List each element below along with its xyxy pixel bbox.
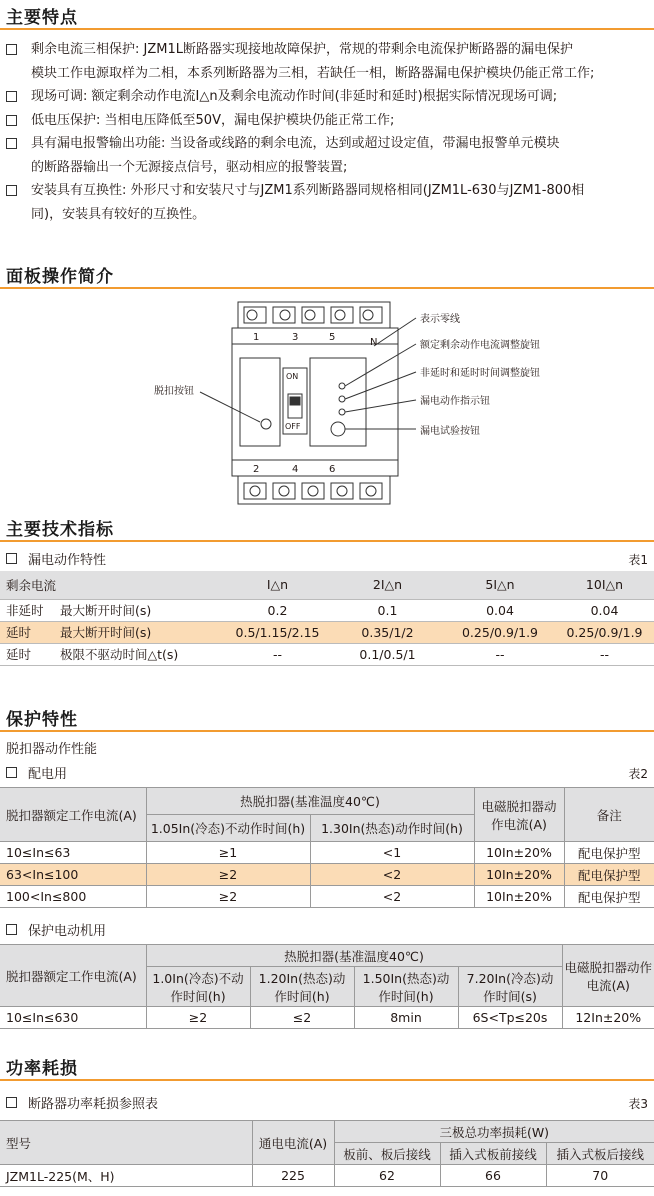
cell: 0.25/0.9/1.9 [555,621,654,643]
subtitle-text: 断路器功率耗损参照表 [28,1097,159,1112]
feature-label: 低电压保护: [31,112,101,128]
header-cell: 脱扣器额定工作电流(A) [0,945,146,1007]
table-number: 表1 [628,553,648,567]
subtitle-power [6,1093,158,1112]
cell: -- [555,643,654,665]
header-cell: 通电电流(A) [252,1121,334,1165]
header-cell: 5I△n [445,571,555,599]
subtitle-leakage [6,549,106,568]
cell: ≥2 [146,886,310,908]
feature-label: 现场可调: [31,89,88,104]
header-cell: 7.20In(冷态)动作时间(s) [458,967,562,1007]
header-cell: 板前、板后接线 [334,1143,440,1165]
section-title-specs: 主要技术指标 [6,520,114,540]
cell: 0.1 [330,599,445,621]
table-row [0,1165,654,1187]
section-title-panel: 面板操作简介 [6,267,114,287]
cell: 63<In≤100 [0,864,146,886]
label-indicator: 漏电动作指示钮 [420,396,490,407]
cell: 配电保护型 [564,864,654,886]
checkbox-icon [6,91,17,102]
table-row [0,621,654,643]
cell: 延时 [0,621,60,643]
checkbox-icon [6,115,17,126]
cell: 0.04 [445,599,555,621]
cell: -- [445,643,555,665]
label-rated-knob: 额定剩余动作电流调整旋钮 [420,340,540,351]
feature-label: 具有漏电报警输出功能: [31,136,166,151]
header-cell: 剩余电流 [0,571,225,599]
table-row [0,1007,654,1029]
feature-text: 额定剩余动作电流I△n及剩余电流动作时间(非延时和延时)根据实际情况现场可调; [91,89,558,104]
cell: 非延时 [0,599,60,621]
header-cell: 1.05In(冷态)不动作时间(h) [146,815,310,842]
cell: ≤2 [250,1007,354,1029]
header-cell: 1.0In(冷态)不动作时间(h) [146,967,250,1007]
cell: 10≤In≤63 [0,842,146,864]
subtitle-distribution [6,763,67,782]
terminal-label: 2 [253,464,260,475]
section-divider [0,540,654,542]
feature-label: 安装具有互换性: [31,183,127,198]
label-test-button: 漏电试验按钮 [420,426,480,437]
section-divider [0,730,654,732]
motor-table [0,944,654,1029]
cell: 0.2 [225,599,330,621]
distribution-table [0,787,654,908]
cell: 10In±20% [474,864,564,886]
subtitle-text: 配电用 [28,767,68,782]
section-title-protection: 保护特性 [6,710,78,730]
feature-text: 外形尺寸和安装尺寸与JZM1系列断路器同规格相同(JZM1L-630与JZM1-800相 [130,183,585,198]
header-cell: 1.30In(热态)动作时间(h) [310,815,474,842]
table-header-row [0,1121,654,1143]
header-cell: 插入式板前接线 [440,1143,546,1165]
table-header-row [0,945,654,967]
label-trip-button: 脱扣按钮 [154,386,194,397]
cell: 0.1/0.5/1 [330,643,445,665]
checkbox-icon [6,44,17,55]
section-title-power: 功率耗损 [6,1059,78,1079]
header-cell: I△n [225,571,330,599]
label-neutral: 表示零线 [420,314,460,325]
switch-on-label: ON [286,372,299,381]
switch-off-label: OFF [285,422,301,431]
feature-text: 当设备或线路的剩余电流，达到或超过设定值，带漏电报警单元模块 [169,136,560,151]
cell: 100<In≤800 [0,886,146,908]
cell: <2 [310,864,474,886]
cell: <1 [310,842,474,864]
cell: ≥2 [146,864,310,886]
breaker-panel-diagram [140,296,560,512]
checkbox-icon [6,924,17,935]
cell: 配电保护型 [564,886,654,908]
cell: 10≤In≤630 [0,1007,146,1029]
cell: ≥1 [146,842,310,864]
cell: 0.35/1/2 [330,621,445,643]
feature-item [6,85,651,109]
section-divider [0,1079,654,1081]
header-cell: 脱扣器额定工作电流(A) [0,788,146,842]
subtitle-text: 漏电动作特性 [28,553,107,568]
checkbox-icon [6,185,17,196]
feature-text: 同)，安装具有较好的互换性。 [31,206,206,222]
feature-item [6,132,651,179]
header-cell: 电磁脱扣器动作电流(A) [474,788,564,842]
header-cell: 备注 [564,788,654,842]
cell: 配电保护型 [564,842,654,864]
cell: 极限不驱动时间△t(s) [60,643,225,665]
checkbox-icon [6,553,17,564]
table-row [0,842,654,864]
header-cell: 10I△n [555,571,654,599]
terminal-label: 6 [329,464,336,475]
terminal-label: 5 [329,332,336,343]
table-row [0,886,654,908]
breaker-drawing [140,296,560,512]
table-number: 表2 [628,767,648,781]
terminal-label: 3 [292,332,299,343]
cell: JZM1L-225(M、H) [0,1165,252,1187]
header-cell: 2I△n [330,571,445,599]
checkbox-icon [6,767,17,778]
power-table [0,1120,654,1187]
label-delay-knob: 非延时和延时时间调整旋钮 [420,368,540,379]
cell: ≥2 [146,1007,250,1029]
feature-text: JZM1L断路器实现接地故障保护，常规的带剩余电流保护断路器的漏电保护 [143,42,574,57]
cell: 最大断开时间(s) [60,621,225,643]
terminal-label: 1 [253,332,260,343]
cell: 12In±20% [562,1007,654,1029]
terminal-label: 4 [292,464,299,475]
cell: 62 [334,1165,440,1187]
cell: 6S<Tp≤20s [458,1007,562,1029]
subtitle-trip-performance: 脱扣器动作性能 [6,742,98,757]
header-cell: 1.20In(热态)动作时间(h) [250,967,354,1007]
table-row [0,643,654,665]
cell: 66 [440,1165,546,1187]
section-divider [0,287,654,289]
feature-item [6,109,651,133]
features-list [6,38,651,226]
subtitle-text: 保护电动机用 [28,924,107,939]
feature-text: 模块工作电源取样为二相，本系列断路器为三相，若缺任一相，断路器漏电保护模块仍能正常工作; [31,65,595,81]
table-number: 表3 [628,1097,648,1111]
cell: 70 [546,1165,654,1187]
cell: 0.25/0.9/1.9 [445,621,555,643]
cell: 延时 [0,643,60,665]
checkbox-icon [6,1097,17,1108]
cell: <2 [310,886,474,908]
subtitle-motor [6,920,106,939]
cell: 10In±20% [474,886,564,908]
table-row [0,599,654,621]
header-cell: 热脱扣器(基准温度40℃) [146,945,562,967]
cell: 10In±20% [474,842,564,864]
header-cell: 电磁脱扣器动作电流(A) [562,945,654,1007]
feature-text: 当相电压降低至50V，漏电保护模块仍能正常工作; [104,112,395,128]
header-cell: 热脱扣器(基准温度40℃) [146,788,474,815]
cell: -- [225,643,330,665]
cell: 0.04 [555,599,654,621]
leakage-table [0,571,654,666]
header-cell: 三极总功率损耗(W) [334,1121,654,1143]
feature-item [6,38,651,85]
checkbox-icon [6,138,17,149]
table-row [0,864,654,886]
header-cell: 型号 [0,1121,252,1165]
header-cell: 1.50In(热态)动作时间(h) [354,967,458,1007]
section-divider [0,28,654,30]
feature-text: 的断路器输出一个无源接点信号，驱动相应的报警装置; [31,159,348,175]
feature-item [6,179,651,226]
cell: 最大断开时间(s) [60,599,225,621]
table-header-row [0,571,654,599]
section-title-features: 主要特点 [6,8,78,28]
cell: 0.5/1.15/2.15 [225,621,330,643]
terminal-label: N [370,337,378,348]
cell: 225 [252,1165,334,1187]
table-header-row [0,788,654,815]
header-cell: 插入式板后接线 [546,1143,654,1165]
feature-label: 剩余电流三相保护: [31,42,140,57]
cell: 8min [354,1007,458,1029]
